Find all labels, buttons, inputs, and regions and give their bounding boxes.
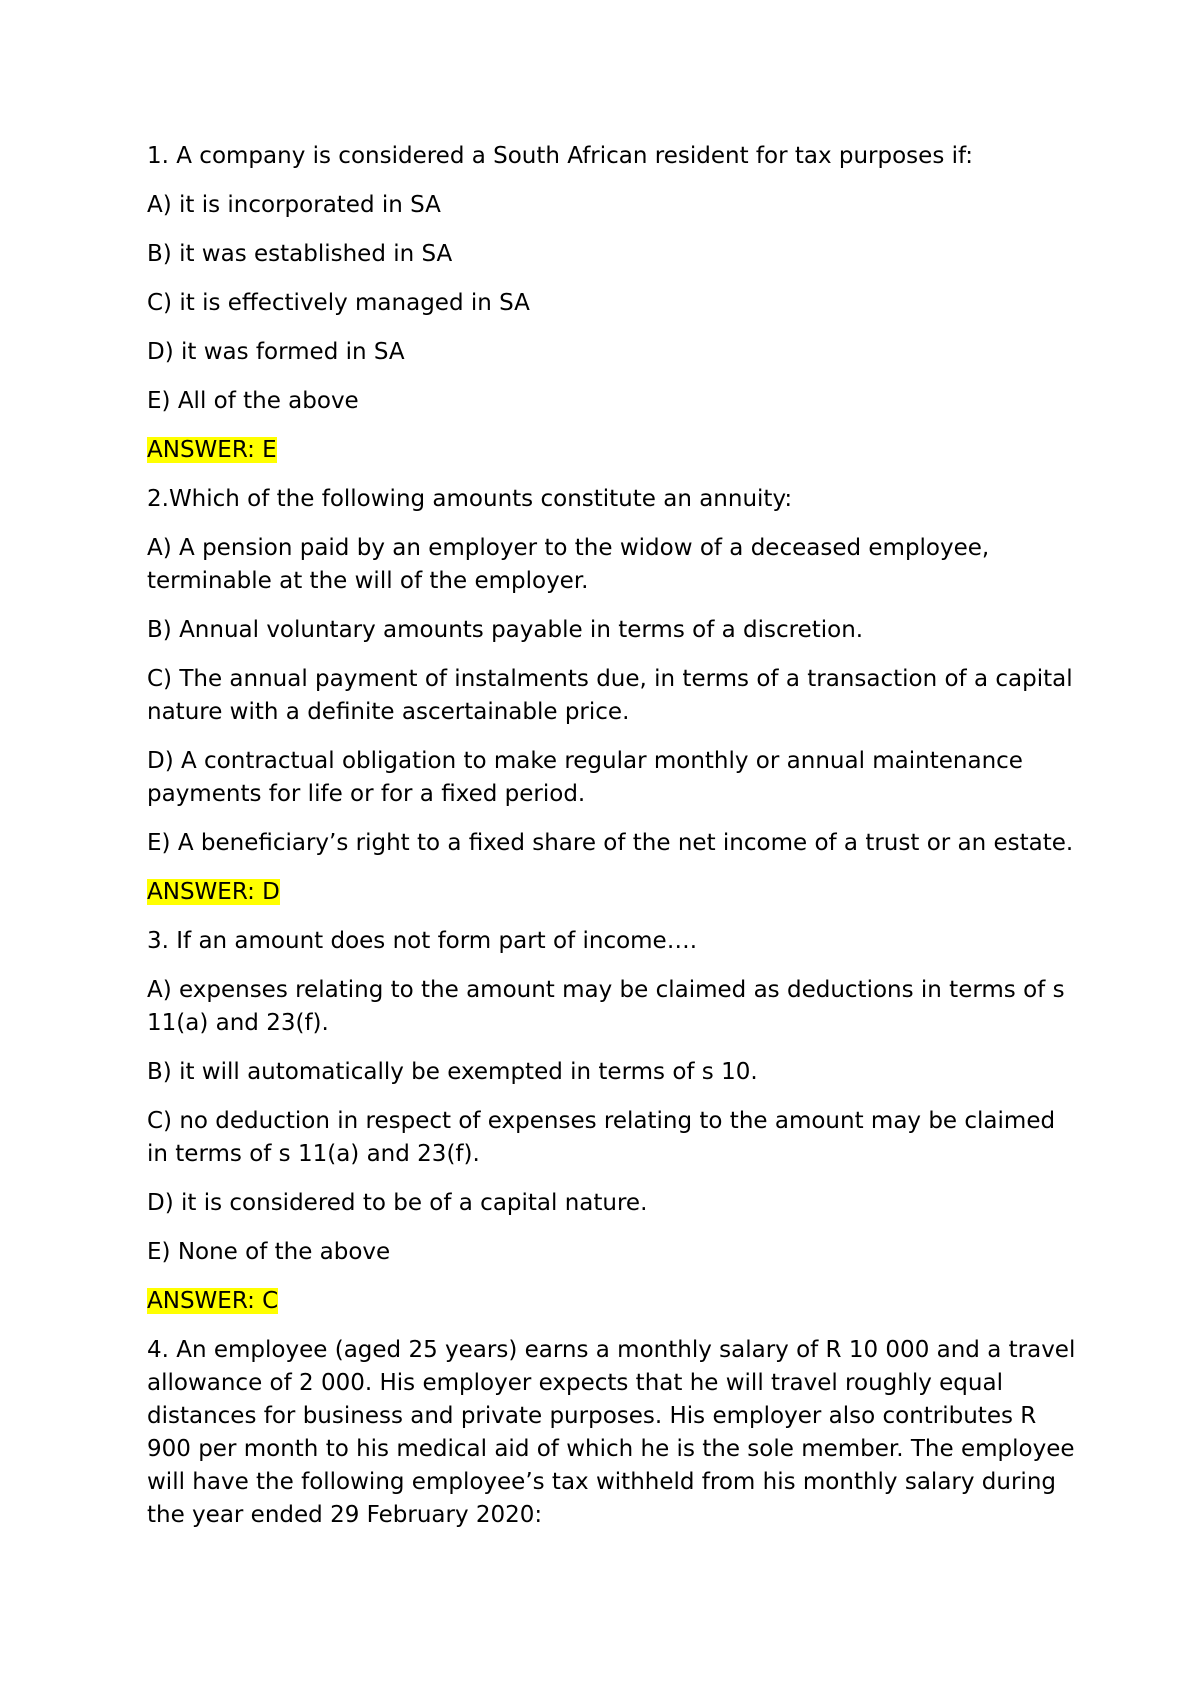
question-1-option-b: B) it was established in SA	[147, 241, 453, 267]
question-1-option-d: D) it was formed in SA	[147, 339, 405, 365]
question-3-option-a: A) expenses relating to the amount may be claimed as deductions in terms of s 11(a) and 23(f).	[147, 977, 1065, 1036]
question-1-answer: ANSWER: E	[147, 437, 277, 463]
document-page	[147, 140, 1077, 1548]
question-2-option-a: A) A pension paid by an employer to the widow of a deceased employee, terminable at the will of the employer.	[147, 535, 990, 594]
question-2-option-e: E) A beneficiary’s right to a fixed share of the net income of a trust or an estate.	[147, 830, 1074, 856]
question-3-answer: ANSWER: C	[147, 1288, 279, 1314]
question-1-answer-line	[147, 434, 1077, 467]
question-1-text: 1. A company is considered a South African resident for tax purposes if:	[147, 143, 974, 169]
question-1-option-a: A) it is incorporated in SA	[147, 192, 441, 218]
question-3-option-d: D) it is considered to be of a capital nature.	[147, 1190, 648, 1216]
question-2-option-b: B) Annual voluntary amounts payable in terms of a discretion.	[147, 617, 864, 643]
question-2-answer-line	[147, 876, 1077, 909]
question-3-option-b: B) it will automatically be exempted in terms of s 10.	[147, 1059, 758, 1085]
question-3-answer-line	[147, 1285, 1077, 1318]
question-2-option-c: C) The annual payment of instalments due, in terms of a transaction of a capital nature with a definite ascertainable price.	[147, 666, 1073, 725]
question-2-option-d: D) A contractual obligation to make regular monthly or annual maintenance payments for life or for a fixed period.	[147, 748, 1023, 807]
question-2-text: 2.Which of the following amounts constitute an annuity:	[147, 486, 793, 512]
question-2-answer: ANSWER: D	[147, 879, 280, 905]
question-3-option-c: C) no deduction in respect of expenses relating to the amount may be claimed in terms of s 11(a) and 23(f).	[147, 1108, 1056, 1167]
question-3-text: 3. If an amount does not form part of income….	[147, 928, 698, 954]
question-1-option-c: C) it is effectively managed in SA	[147, 290, 530, 316]
question-1-option-e: E) All of the above	[147, 388, 359, 414]
question-3-option-e: E) None of the above	[147, 1239, 391, 1265]
question-4-text: 4. An employee (aged 25 years) earns a monthly salary of R 10 000 and a travel allowance of 2 000. His employer expects that he will travel roughly equal distances for business and private purposes. His employer also contributes R 900 per month to his medical aid of which he is the sole member. The employee will have the following employee’s tax withheld from his monthly salary during the year ended 29 February 2020:	[147, 1337, 1076, 1528]
